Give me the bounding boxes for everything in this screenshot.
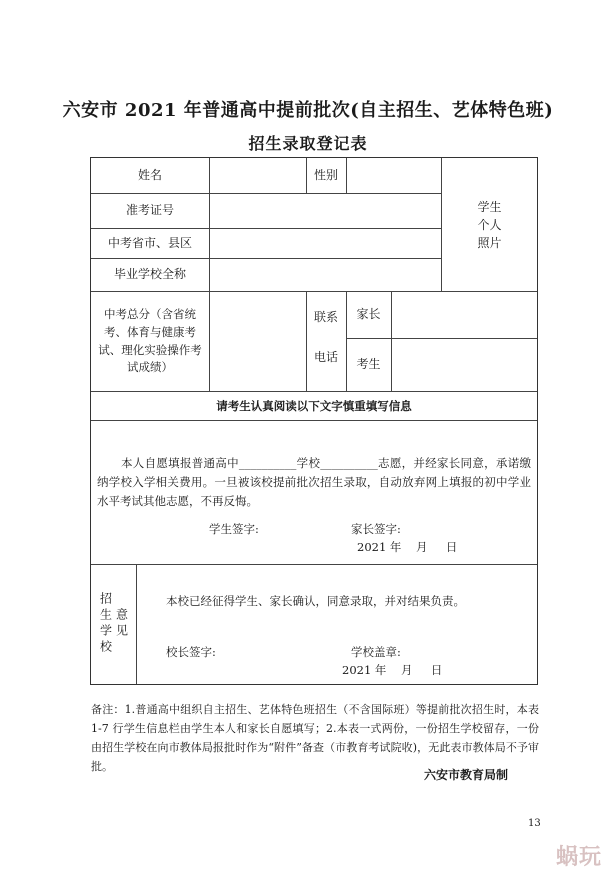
region-label: 中考省市、县区	[107, 235, 192, 250]
contact-label-bottom: 电话	[313, 350, 338, 365]
school-seal-label: 学校盖章:	[351, 645, 401, 659]
student-phone-label: 考生	[356, 357, 381, 372]
student-phone-field[interactable]	[392, 339, 537, 391]
region-field[interactable]	[210, 229, 441, 258]
issuer: 六安市教育局制	[424, 768, 509, 782]
exam-score-field[interactable]	[210, 292, 306, 391]
form-title: 六安市 2021 年普通高中提前批次(自主招生、艺体特色班)	[62, 100, 554, 121]
contact-label-top: 联系	[313, 310, 338, 325]
watermark-logo: 蜗玩	[556, 844, 603, 870]
student-signature-label: 学生签字:	[209, 522, 259, 536]
notice-banner: 请考生认真阅读以下文字慎重填写信息	[216, 398, 412, 413]
photo-box[interactable]: 学生 个人 照片	[477, 199, 502, 250]
parent-signature-label: 家长签字:	[351, 522, 401, 536]
principal-signature-label: 校长签字:	[166, 645, 216, 659]
school-opinion-label-cell	[91, 564, 136, 684]
pledge-date: 2021 年 月 日	[357, 540, 458, 554]
exam-score-label: 中考总分（含省统考、体育与健康考试、理化实验操作考试成绩）	[98, 306, 202, 375]
registration-form	[90, 157, 538, 685]
school-opinion-label: 招生学校意见	[98, 592, 129, 656]
school-opinion-date: 2021 年 月 日	[342, 663, 443, 677]
name-label: 姓名	[137, 167, 162, 182]
school-name-label: 毕业学校全称	[113, 267, 186, 282]
exam-number-label: 准考证号	[125, 203, 174, 218]
page-number: 13	[528, 818, 541, 829]
remarks: 备注：1.普通高中组织自主招生、艺体特色班招生（不含国际班）等提前批次招生时，本表 1-7 行学生信息栏由学生本人和家长自愿填写；2.本表一式两份，一份招生学校留存，一份由招生学校在向市教体局报批时作为“附件”备查（市教育考试院收)，无此表市教体局不予审批。	[91, 703, 539, 773]
school-name-field[interactable]	[210, 259, 441, 291]
gender-label: 性别	[313, 167, 338, 182]
school-opinion-text: 本校已经征得学生、家长确认，同意录取，并对结果负责。	[166, 594, 465, 608]
name-field[interactable]	[210, 158, 306, 193]
gender-field[interactable]	[347, 158, 441, 193]
exam-number-field[interactable]	[210, 194, 441, 228]
form-subtitle: 招生录取登记表	[248, 134, 368, 153]
pledge-text: 本人自愿填报普通高中__________学校__________志愿，并经家长同意，承诺缴纳学校入学相关费用。一旦被该校提前批次招生录取，自动放弃网上填报的初中学业水平考试其他志愿，不再反悔。	[97, 456, 531, 508]
parent-phone-label: 家长	[356, 307, 381, 322]
parent-phone-field[interactable]	[392, 292, 537, 338]
